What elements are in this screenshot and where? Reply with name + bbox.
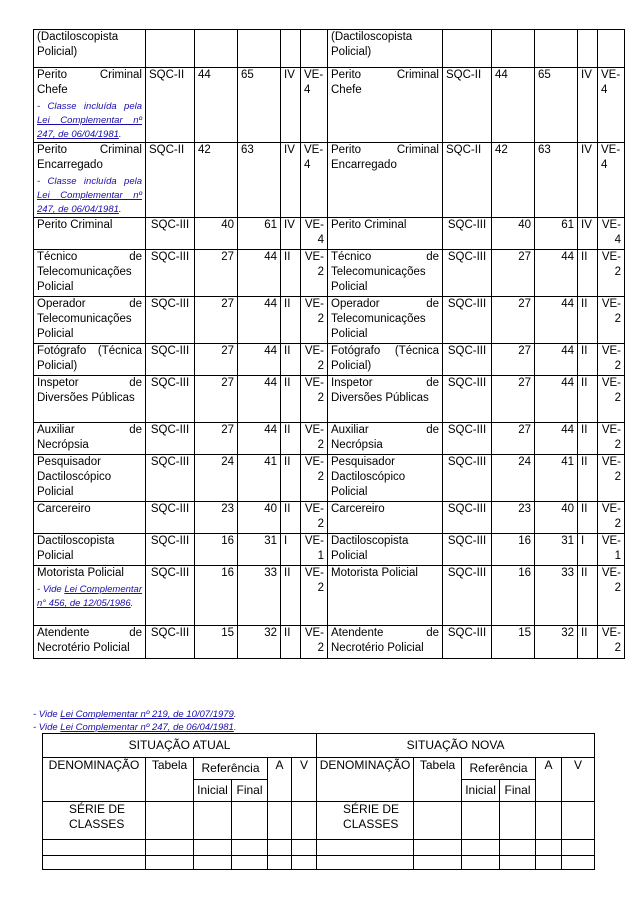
referencia-final-cell: 33 xyxy=(238,566,281,626)
denominacao-cell-left xyxy=(34,250,146,297)
referencia-final-cell: 65 xyxy=(238,68,281,143)
class-name: Carcereiro xyxy=(37,503,91,515)
denominacao-cell-right xyxy=(328,626,443,659)
referencia-inicial-cell: 40 xyxy=(492,218,535,250)
referencia-final-cell: 63 xyxy=(238,143,281,218)
a-cell: II xyxy=(281,502,301,534)
tabela-cell: SQC-III xyxy=(443,344,492,376)
a-cell: II xyxy=(578,455,598,502)
empty-cell xyxy=(462,856,500,870)
denominacao-cell-right xyxy=(328,423,443,455)
a-cell: I xyxy=(578,534,598,566)
class-name: Técnico de Telecomunicações Policial xyxy=(331,251,439,293)
referencia-inicial-cell: 27 xyxy=(195,423,238,455)
table-row xyxy=(34,455,625,502)
footnote-link-1[interactable]: Lei Complementar nº 219, de 10/07/1979 xyxy=(60,709,234,720)
tabela-cell: SQC-III xyxy=(146,250,195,297)
header-referencia-left: Referência xyxy=(194,758,268,780)
referencia-inicial-cell: 24 xyxy=(195,455,238,502)
table-row xyxy=(34,297,625,344)
denominacao-cell-right xyxy=(328,376,443,423)
denominacao-cell-left xyxy=(34,502,146,534)
class-note xyxy=(37,175,142,217)
v-cell: VE-2 xyxy=(598,376,625,423)
v-cell: VE-2 xyxy=(598,502,625,534)
referencia-final-cell: 44 xyxy=(238,376,281,423)
class-name: Operador de Telecomunicações Policial xyxy=(37,298,142,340)
v-cell: VE-2 xyxy=(301,455,328,502)
empty-cell xyxy=(292,802,317,840)
a-cell: IV xyxy=(578,143,598,218)
referencia-inicial-cell: 42 xyxy=(195,143,238,218)
referencia-inicial-cell: 16 xyxy=(195,566,238,626)
class-name: Carcereiro xyxy=(331,503,385,515)
tabela-cell: SQC-II xyxy=(443,143,492,218)
empty-cell xyxy=(536,840,562,856)
referencia-inicial-cell: 27 xyxy=(492,344,535,376)
referencia-inicial-cell: 27 xyxy=(195,250,238,297)
table-row xyxy=(34,566,625,626)
v-cell: VE-1 xyxy=(598,534,625,566)
empty-cell xyxy=(194,802,232,840)
header-inicial-right: Inicial xyxy=(462,780,500,802)
serie-de-classes-left: SÉRIE DE CLASSES xyxy=(43,802,146,840)
tabela-cell xyxy=(146,30,195,68)
header-denominacao-right: DENOMINAÇÃO xyxy=(317,758,414,802)
referencia-final-cell: 44 xyxy=(238,297,281,344)
v-cell: VE-2 xyxy=(301,566,328,626)
situacao-atual-heading: SITUAÇÃO ATUAL xyxy=(43,734,317,758)
note-law-link[interactable]: Lei Complementar nº 247, de 06/04/1981 xyxy=(37,115,142,140)
v-cell: VE-2 xyxy=(301,626,328,659)
class-name: Fotógrafo (Técnica Policial) xyxy=(37,345,142,372)
empty-cell xyxy=(292,856,317,870)
a-cell: II xyxy=(281,344,301,376)
referencia-inicial-cell: 16 xyxy=(492,534,535,566)
class-name: Dactiloscopista Policial xyxy=(37,535,115,562)
referencia-inicial-cell xyxy=(195,30,238,68)
referencia-final-cell: 44 xyxy=(535,376,578,423)
footnote-link-2[interactable]: Lei Complementar nº 247, de 06/04/1981 xyxy=(60,722,234,733)
referencia-inicial-cell: 23 xyxy=(195,502,238,534)
denominacao-cell-right xyxy=(328,143,443,218)
referencia-final-cell: 61 xyxy=(535,218,578,250)
a-cell: II xyxy=(281,250,301,297)
class-name: Inspetor de Diversões Públicas xyxy=(331,377,439,404)
empty-cell xyxy=(268,856,292,870)
a-cell: II xyxy=(281,626,301,659)
situacao-nova-heading: SITUAÇÃO NOVA xyxy=(317,734,595,758)
referencia-inicial-cell: 42 xyxy=(492,143,535,218)
class-name: Perito Criminal xyxy=(37,219,113,231)
referencia-final-cell: 44 xyxy=(238,250,281,297)
class-name: Perito Criminal Chefe xyxy=(37,69,142,96)
v-cell: VE-4 xyxy=(598,218,625,250)
referencia-final-cell: 41 xyxy=(238,455,281,502)
tabela-cell: SQC-III xyxy=(443,626,492,659)
a-cell: IV xyxy=(281,143,301,218)
denominacao-cell-right xyxy=(328,566,443,626)
header-denominacao-left: DENOMINAÇÃO xyxy=(43,758,146,802)
situation-table xyxy=(42,733,595,870)
table-row xyxy=(34,143,625,218)
v-cell: VE-2 xyxy=(301,502,328,534)
header-a-left: A xyxy=(268,758,292,802)
empty-cell xyxy=(292,840,317,856)
referencia-inicial-cell: 16 xyxy=(195,534,238,566)
class-name: Perito Criminal Encarregado xyxy=(331,144,439,171)
a-cell: I xyxy=(281,534,301,566)
tabela-cell: SQC-III xyxy=(146,455,195,502)
empty-cell xyxy=(500,802,536,840)
note-suffix: . xyxy=(130,598,134,609)
class-note xyxy=(37,100,142,142)
referencia-final-cell: 32 xyxy=(535,626,578,659)
tabela-cell: SQC-III xyxy=(146,626,195,659)
denominacao-cell-right xyxy=(328,68,443,143)
v-cell: VE-4 xyxy=(598,68,625,143)
referencia-final-cell xyxy=(535,30,578,68)
referencia-inicial-cell: 23 xyxy=(492,502,535,534)
v-cell: VE-2 xyxy=(301,344,328,376)
header-inicial-left: Inicial xyxy=(194,780,232,802)
a-cell: II xyxy=(578,626,598,659)
tabela-cell: SQC-III xyxy=(443,455,492,502)
v-cell: VE-4 xyxy=(301,218,328,250)
tabela-cell: SQC-III xyxy=(443,250,492,297)
header-tabela-left: Tabela xyxy=(146,758,194,802)
v-cell: VE-2 xyxy=(301,376,328,423)
v-cell: VE-4 xyxy=(301,143,328,218)
referencia-final-cell: 44 xyxy=(238,344,281,376)
empty-cell xyxy=(562,802,595,840)
a-cell: II xyxy=(281,423,301,455)
class-name: Fotógrafo (Técnica Policial) xyxy=(331,345,439,372)
denominacao-cell-right xyxy=(328,534,443,566)
empty-cell xyxy=(43,856,146,870)
note-suffix: . xyxy=(118,129,122,140)
v-cell: VE-2 xyxy=(301,423,328,455)
referencia-final-cell xyxy=(238,30,281,68)
referencia-final-cell: 31 xyxy=(238,534,281,566)
empty-cell xyxy=(562,856,595,870)
header-v-right: V xyxy=(562,758,595,802)
referencia-inicial-cell: 44 xyxy=(195,68,238,143)
empty-cell xyxy=(194,856,232,870)
class-name: (Dactiloscopista Policial) xyxy=(331,31,413,58)
empty-cell xyxy=(536,856,562,870)
denominacao-cell-right xyxy=(328,297,443,344)
denominacao-cell-left xyxy=(34,344,146,376)
v-cell: VE-4 xyxy=(598,143,625,218)
referencia-inicial-cell: 24 xyxy=(492,455,535,502)
tabela-cell: SQC-III xyxy=(443,297,492,344)
empty-cell xyxy=(232,856,268,870)
tabela-cell xyxy=(443,30,492,68)
tabela-cell: SQC-III xyxy=(146,502,195,534)
referencia-final-cell: 44 xyxy=(535,344,578,376)
class-name: Pesquisador Dactiloscópico Policial xyxy=(37,456,112,498)
empty-cell xyxy=(462,802,500,840)
table-row xyxy=(34,68,625,143)
class-name: Perito Criminal Chefe xyxy=(331,69,439,96)
note-prefix: - Classe incluída pela xyxy=(37,101,142,112)
a-cell: IV xyxy=(578,68,598,143)
tabela-cell: SQC-II xyxy=(146,143,195,218)
footnotes xyxy=(33,708,236,734)
empty-cell xyxy=(462,840,500,856)
empty-cell xyxy=(146,840,194,856)
empty-cell xyxy=(268,840,292,856)
v-cell: VE-2 xyxy=(598,250,625,297)
class-name: Pesquisador Dactiloscópico Policial xyxy=(331,456,406,498)
tabela-cell: SQC-III xyxy=(146,376,195,423)
v-cell: VE-2 xyxy=(598,423,625,455)
a-cell: II xyxy=(281,566,301,626)
denominacao-cell-left xyxy=(34,455,146,502)
empty-cell xyxy=(194,840,232,856)
class-name: Operador de Telecomunicações Policial xyxy=(331,298,439,340)
header-final-right: Final xyxy=(500,780,536,802)
class-name: Atendente de Necrotério Policial xyxy=(37,627,142,654)
v-cell: VE-1 xyxy=(301,534,328,566)
tabela-cell: SQC-III xyxy=(443,376,492,423)
table-row xyxy=(34,344,625,376)
a-cell: II xyxy=(578,297,598,344)
empty-cell xyxy=(414,856,462,870)
a-cell: IV xyxy=(578,218,598,250)
referencia-final-cell: 44 xyxy=(535,423,578,455)
denominacao-cell-left xyxy=(34,376,146,423)
empty-cell xyxy=(146,802,194,840)
denominacao-cell-left xyxy=(34,68,146,143)
table-row xyxy=(34,534,625,566)
denominacao-cell-left xyxy=(34,218,146,250)
v-cell: VE-2 xyxy=(598,344,625,376)
class-name: Perito Criminal xyxy=(331,219,407,231)
denominacao-cell-left xyxy=(34,566,146,626)
header-a-right: A xyxy=(536,758,562,802)
referencia-inicial-cell: 27 xyxy=(492,376,535,423)
tabela-cell: SQC-III xyxy=(146,566,195,626)
class-name: Perito Criminal Encarregado xyxy=(37,144,142,171)
a-cell xyxy=(578,30,598,68)
tabela-cell: SQC-III xyxy=(443,423,492,455)
tabela-cell: SQC-II xyxy=(443,68,492,143)
tabela-cell: SQC-III xyxy=(146,423,195,455)
referencia-final-cell: 32 xyxy=(238,626,281,659)
a-cell: II xyxy=(578,344,598,376)
referencia-final-cell: 44 xyxy=(238,423,281,455)
empty-cell xyxy=(500,840,536,856)
denominacao-cell-right xyxy=(328,30,443,68)
empty-cell xyxy=(562,840,595,856)
header-v-left: V xyxy=(292,758,317,802)
table-row xyxy=(34,626,625,659)
footnote-2: - Vide Lei Complementar nº 247, de 06/04/1981. xyxy=(33,722,237,733)
referencia-final-cell: 31 xyxy=(535,534,578,566)
tabela-cell: SQC-II xyxy=(146,68,195,143)
header-final-left: Final xyxy=(232,780,268,802)
denominacao-cell-right xyxy=(328,218,443,250)
referencia-inicial-cell: 27 xyxy=(195,376,238,423)
tabela-cell: SQC-III xyxy=(443,218,492,250)
table-row xyxy=(34,502,625,534)
a-cell: IV xyxy=(281,68,301,143)
class-name: (Dactiloscopista Policial) xyxy=(37,31,119,58)
denominacao-cell-left xyxy=(34,297,146,344)
empty-cell xyxy=(317,840,414,856)
referencia-inicial-cell: 15 xyxy=(195,626,238,659)
denominacao-cell-left xyxy=(34,626,146,659)
tabela-cell: SQC-III xyxy=(443,534,492,566)
tabela-cell: SQC-III xyxy=(146,297,195,344)
class-name: Motorista Policial xyxy=(331,567,418,579)
empty-cell xyxy=(232,840,268,856)
class-name: Inspetor de Diversões Públicas xyxy=(37,377,142,404)
empty-cell xyxy=(43,840,146,856)
a-cell: II xyxy=(578,250,598,297)
note-law-link[interactable]: Lei Complementar nº 247, de 06/04/1981 xyxy=(37,190,142,215)
tabela-cell: SQC-III xyxy=(146,344,195,376)
denominacao-cell-right xyxy=(328,250,443,297)
v-cell xyxy=(598,30,625,68)
empty-cell xyxy=(500,856,536,870)
referencia-inicial-cell: 27 xyxy=(492,250,535,297)
referencia-inicial-cell: 27 xyxy=(195,297,238,344)
empty-cell xyxy=(317,856,414,870)
referencia-final-cell: 44 xyxy=(535,297,578,344)
denominacao-cell-right xyxy=(328,344,443,376)
empty-cell xyxy=(146,856,194,870)
class-name: Atendente de Necrotério Policial xyxy=(331,627,439,654)
v-cell: VE-2 xyxy=(598,626,625,659)
referencia-final-cell: 33 xyxy=(535,566,578,626)
a-cell: IV xyxy=(281,218,301,250)
classes-comparison-table xyxy=(33,29,625,659)
referencia-final-cell: 40 xyxy=(535,502,578,534)
tabela-cell: SQC-III xyxy=(146,218,195,250)
denominacao-cell-left xyxy=(34,30,146,68)
v-cell xyxy=(301,30,328,68)
class-name: Auxiliar de Necrópsia xyxy=(331,424,439,451)
referencia-final-cell: 40 xyxy=(238,502,281,534)
referencia-inicial-cell: 27 xyxy=(492,423,535,455)
referencia-inicial-cell: 27 xyxy=(492,297,535,344)
a-cell: II xyxy=(578,566,598,626)
denominacao-cell-left xyxy=(34,534,146,566)
note-prefix: - Classe incluída pela xyxy=(37,176,142,187)
referencia-inicial-cell xyxy=(492,30,535,68)
referencia-final-cell: 44 xyxy=(535,250,578,297)
a-cell: II xyxy=(281,297,301,344)
class-note xyxy=(37,583,142,611)
v-cell: VE-2 xyxy=(301,250,328,297)
table-row xyxy=(34,376,625,423)
empty-cell xyxy=(232,802,268,840)
class-name: Auxiliar de Necrópsia xyxy=(37,424,142,451)
referencia-inicial-cell: 27 xyxy=(195,344,238,376)
a-cell: II xyxy=(281,376,301,423)
denominacao-cell-right xyxy=(328,502,443,534)
referencia-inicial-cell: 15 xyxy=(492,626,535,659)
referencia-final-cell: 63 xyxy=(535,143,578,218)
a-cell: II xyxy=(578,423,598,455)
v-cell: VE-2 xyxy=(598,455,625,502)
empty-cell xyxy=(536,802,562,840)
class-name: Dactiloscopista Policial xyxy=(331,535,409,562)
tabela-cell: SQC-III xyxy=(146,534,195,566)
referencia-final-cell: 65 xyxy=(535,68,578,143)
referencia-inicial-cell: 44 xyxy=(492,68,535,143)
referencia-final-cell: 41 xyxy=(535,455,578,502)
denominacao-cell-right xyxy=(328,455,443,502)
table-row xyxy=(34,218,625,250)
note-suffix: . xyxy=(118,204,122,215)
header-referencia-right: Referência xyxy=(462,758,536,780)
v-cell: VE-4 xyxy=(301,68,328,143)
class-name: Técnico de Telecomunicações Policial xyxy=(37,251,142,293)
empty-cell xyxy=(268,802,292,840)
table-row xyxy=(34,423,625,455)
note-law-link[interactable]: Lei Complementar n° 456, de 12/05/1986 xyxy=(37,584,142,609)
a-cell: II xyxy=(578,502,598,534)
footnote-1: - Vide Lei Complementar nº 219, de 10/07/1979. xyxy=(33,709,237,720)
table-row xyxy=(34,30,625,68)
empty-cell xyxy=(414,802,462,840)
empty-cell xyxy=(414,840,462,856)
denominacao-cell-left xyxy=(34,143,146,218)
a-cell: II xyxy=(281,455,301,502)
referencia-final-cell: 61 xyxy=(238,218,281,250)
serie-de-classes-right: SÉRIE DE CLASSES xyxy=(317,802,414,840)
table-row xyxy=(34,250,625,297)
v-cell: VE-2 xyxy=(598,297,625,344)
tabela-cell: SQC-III xyxy=(443,566,492,626)
referencia-inicial-cell: 16 xyxy=(492,566,535,626)
header-tabela-right: Tabela xyxy=(414,758,462,802)
class-name: Motorista Policial xyxy=(37,567,124,579)
v-cell: VE-2 xyxy=(301,297,328,344)
referencia-inicial-cell: 40 xyxy=(195,218,238,250)
tabela-cell: SQC-III xyxy=(443,502,492,534)
note-prefix: - Vide xyxy=(37,584,65,595)
a-cell: II xyxy=(578,376,598,423)
v-cell: VE-2 xyxy=(598,566,625,626)
denominacao-cell-left xyxy=(34,423,146,455)
a-cell xyxy=(281,30,301,68)
